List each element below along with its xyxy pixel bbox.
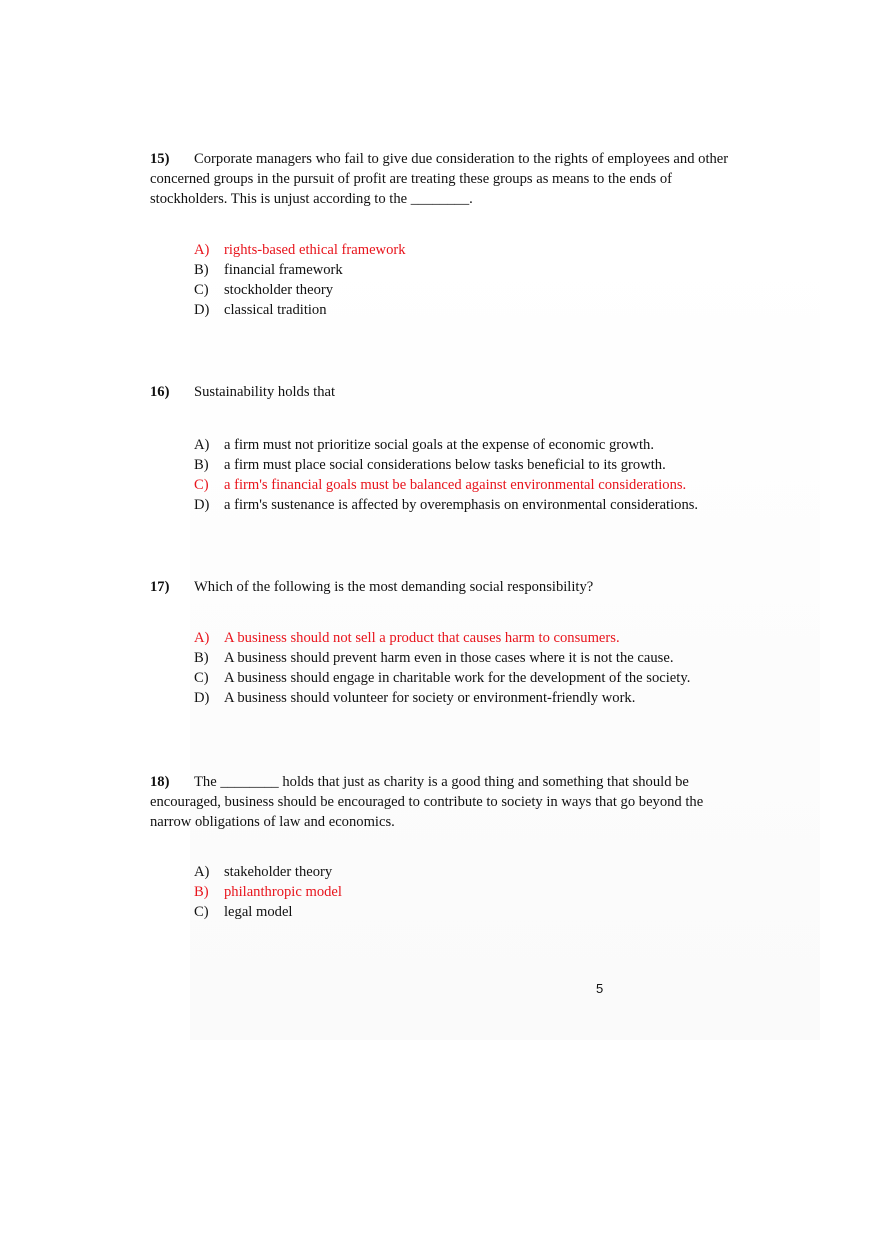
option-b: B) philanthropic model xyxy=(194,884,342,900)
option-d: D) classical tradition xyxy=(194,302,327,318)
question-number: 17) xyxy=(150,579,170,595)
question-text: Which of the following is the most demanding social responsibility? xyxy=(194,579,594,595)
option-a: A) rights-based ethical framework xyxy=(194,242,406,258)
option-d: D) A business should volunteer for society or environment-friendly work. xyxy=(194,690,636,706)
page-number: 5 xyxy=(596,981,604,996)
option-b: B) A business should prevent harm even in those cases where it is not the cause. xyxy=(194,650,674,666)
option-a: A) stakeholder theory xyxy=(194,864,333,880)
option-b: B) a firm must place social considerations below tasks beneficial to its growth. xyxy=(194,457,666,473)
question-number: 18) xyxy=(150,774,170,790)
question-number: 16) xyxy=(150,384,170,400)
question-15-stem xyxy=(150,149,730,209)
option-c: C) A business should engage in charitable work for the development of the society. xyxy=(194,670,691,686)
question-number: 15) xyxy=(150,151,170,167)
question-text: Corporate managers who fail to give due consideration to the rights of employees and other concerned groups in the pursuit of profit are treating these groups as means to the ends of stockholders. This is unjust according to the ________. xyxy=(150,151,729,207)
option-a: A) A business should not sell a product that causes harm to consumers. xyxy=(194,630,620,646)
question-17-stem xyxy=(150,577,730,597)
question-text: Sustainability holds that xyxy=(194,384,336,400)
question-text: The ________ holds that just as charity is a good thing and something that should be encouraged, business should be encouraged to contribute to society in ways that go beyond the narrow obligations of law and economics. xyxy=(150,774,704,830)
option-d: D) a firm's sustenance is affected by overemphasis on environmental considerations. xyxy=(194,497,699,513)
option-c: C) a firm's financial goals must be balanced against environmental considerations. xyxy=(194,477,687,493)
question-16-options xyxy=(194,435,698,515)
question-18-stem xyxy=(150,772,730,832)
option-c: C) stockholder theory xyxy=(194,282,334,298)
option-c: C) legal model xyxy=(194,904,293,920)
question-15-options xyxy=(194,240,406,320)
option-b: B) financial framework xyxy=(194,262,343,278)
question-18-options xyxy=(194,862,342,922)
question-17-options xyxy=(194,628,690,708)
option-a: A) a firm must not prioritize social goals at the expense of economic growth. xyxy=(194,437,654,453)
question-16-stem xyxy=(150,382,730,402)
